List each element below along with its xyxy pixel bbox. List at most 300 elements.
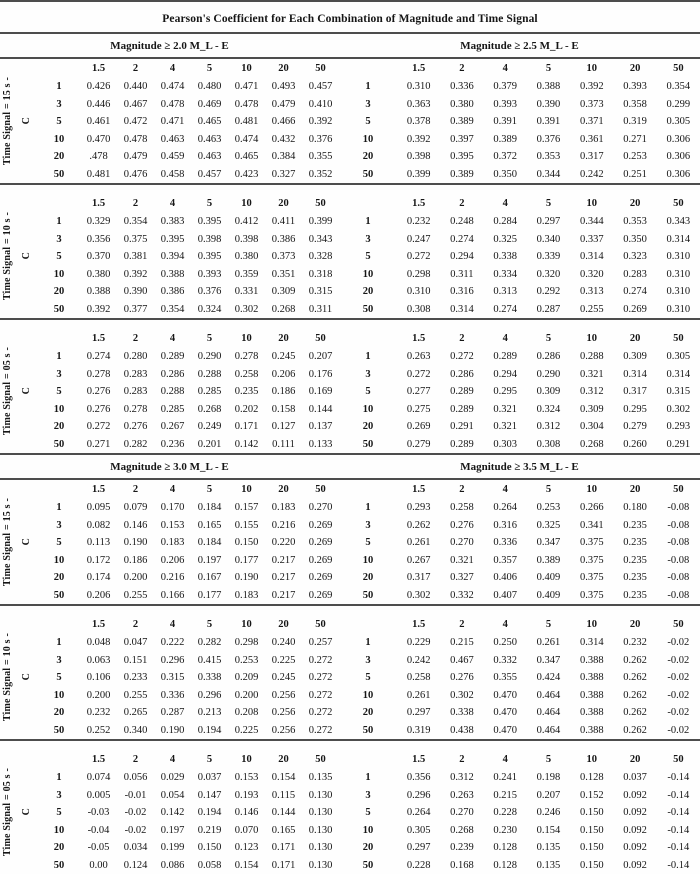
column-header: 2 xyxy=(132,333,139,344)
value-cell: 0.135 xyxy=(536,859,561,871)
value-cell: 0.171 xyxy=(271,842,296,853)
row-number: 10 xyxy=(362,824,374,836)
value-cell: -0.14 xyxy=(667,859,690,871)
row-number: 10 xyxy=(53,824,65,836)
value-cell: 0.130 xyxy=(308,842,333,853)
value-cell: 0.286 xyxy=(536,351,561,362)
row-number: 10 xyxy=(53,689,65,701)
value-cell: 0.282 xyxy=(123,438,148,450)
value-cell: 0.086 xyxy=(160,859,185,871)
row-number: 5 xyxy=(365,807,371,818)
value-cell: -0.02 xyxy=(124,807,147,818)
value-cell: 0.194 xyxy=(197,724,222,736)
value-cell: 0.474 xyxy=(160,81,185,92)
value-cell: 0.113 xyxy=(86,537,111,548)
value-cell: 0.334 xyxy=(493,268,518,280)
value-cell: 0.285 xyxy=(160,403,185,415)
value-cell: 0.262 xyxy=(623,724,647,736)
value-cell: -0.03 xyxy=(87,807,110,818)
row-number: 5 xyxy=(56,807,62,818)
time-signal-sublabel-text: C xyxy=(20,673,32,681)
row-number: 20 xyxy=(53,421,65,432)
value-cell: 0.380 xyxy=(234,251,259,262)
value-cell: 0.272 xyxy=(86,421,111,432)
value-cell: 0.291 xyxy=(666,438,691,450)
value-cell: 0.082 xyxy=(86,519,111,531)
value-cell: 0.471 xyxy=(160,116,185,127)
row-number: 20 xyxy=(362,286,374,297)
value-cell: 0.276 xyxy=(86,386,111,397)
column-header: 4 xyxy=(169,754,176,765)
value-cell: 0.392 xyxy=(579,81,604,92)
row-number: 5 xyxy=(365,251,371,262)
value-cell: 0.215 xyxy=(450,637,474,648)
value-cell: 0.388 xyxy=(536,81,561,92)
column-header: 50 xyxy=(315,754,326,765)
value-cell: 0.411 xyxy=(271,216,296,227)
time-signal-sublabel xyxy=(14,194,38,318)
value-cell: 0.277 xyxy=(406,386,431,397)
value-cell: 0.217 xyxy=(271,572,296,583)
column-header: 1.5 xyxy=(412,198,426,209)
value-cell: 0.202 xyxy=(234,403,259,415)
column-header: 2 xyxy=(132,484,139,495)
value-cell: -0.08 xyxy=(667,537,690,548)
value-cell: 0.305 xyxy=(666,351,691,362)
value-cell: 0.174 xyxy=(86,572,111,583)
value-cell: 0.336 xyxy=(160,689,185,701)
value-cell: 0.296 xyxy=(160,654,185,666)
time-signal-sublabel xyxy=(14,59,38,183)
value-cell: 0.461 xyxy=(86,116,111,127)
value-cell: 0.190 xyxy=(160,724,185,736)
value-cell: 0.165 xyxy=(271,824,296,836)
value-cell: 0.260 xyxy=(623,438,647,450)
value-cell: 0.249 xyxy=(197,421,222,432)
value-cell: 0.423 xyxy=(234,168,259,180)
value-cell: 0.388 xyxy=(579,707,604,718)
row-number: 50 xyxy=(53,438,65,450)
column-header: 50 xyxy=(673,484,684,495)
value-cell: 0.048 xyxy=(86,637,111,648)
value-cell: 0.150 xyxy=(234,537,259,548)
value-cell: 0.471 xyxy=(234,81,259,92)
time-signal-sublabel xyxy=(14,329,38,453)
value-cell: 0.278 xyxy=(86,368,111,380)
value-cell: 0.034 xyxy=(123,842,148,853)
value-cell: 0.272 xyxy=(450,351,474,362)
value-cell: 0.063 xyxy=(86,654,111,666)
value-cell: 0.092 xyxy=(623,842,647,853)
value-cell: 0.183 xyxy=(234,589,259,601)
value-cell: 0.070 xyxy=(234,824,259,836)
value-cell: 0.247 xyxy=(406,233,431,245)
value-cell: 0.426 xyxy=(86,81,111,92)
value-cell: 0.130 xyxy=(308,789,333,801)
value-cell: 0.315 xyxy=(160,672,185,683)
value-cell: -0.02 xyxy=(124,824,147,836)
time-signal-label-text: Time Signal = 10 s - xyxy=(1,632,13,722)
value-cell: 0.274 xyxy=(623,286,647,297)
value-cell: 0.183 xyxy=(160,537,185,548)
value-cell: 0.239 xyxy=(450,842,474,853)
value-cell: 0.255 xyxy=(123,689,148,701)
column-header: 5 xyxy=(206,198,213,209)
value-cell: 0.268 xyxy=(450,824,474,836)
value-cell: 0.386 xyxy=(271,233,296,245)
value-cell: 0.310 xyxy=(406,286,431,297)
value-cell: 0.392 xyxy=(123,268,148,280)
column-header: 50 xyxy=(673,333,684,344)
value-cell: 0.321 xyxy=(493,403,518,415)
value-cell: 0.353 xyxy=(623,216,647,227)
table-body xyxy=(0,34,700,874)
value-cell: 0.272 xyxy=(308,672,333,683)
value-cell: 0.398 xyxy=(234,233,259,245)
value-cell: 0.356 xyxy=(86,233,111,245)
value-cell: 0.383 xyxy=(160,216,185,227)
value-cell: 0.286 xyxy=(450,368,474,380)
value-cell: 0.232 xyxy=(406,216,431,227)
value-cell: 0.308 xyxy=(536,438,561,450)
value-cell: 0.261 xyxy=(406,537,431,548)
value-cell: 0.340 xyxy=(123,724,148,736)
value-cell: 0.272 xyxy=(406,368,431,380)
row-number: 20 xyxy=(362,842,374,853)
value-cell: 0.268 xyxy=(271,303,296,315)
row-number: 20 xyxy=(362,572,374,583)
magnitude-header-row xyxy=(0,455,700,480)
value-cell: 0.393 xyxy=(493,98,518,110)
value-cell: 0.466 xyxy=(271,116,296,127)
value-cell: 0.321 xyxy=(579,368,604,380)
row-number: 1 xyxy=(365,502,371,513)
value-cell: 0.314 xyxy=(579,637,604,648)
row-number: 20 xyxy=(53,572,65,583)
row-number: 1 xyxy=(365,351,371,362)
value-cell: 0.469 xyxy=(197,98,222,110)
column-header: 20 xyxy=(629,619,641,630)
value-cell: 0.465 xyxy=(197,116,222,127)
value-cell: 0.176 xyxy=(308,368,333,380)
value-cell: 0.037 xyxy=(197,772,222,783)
column-header: 1.5 xyxy=(91,484,106,495)
time-signal-label xyxy=(0,194,14,318)
value-cell: 0.271 xyxy=(623,133,647,145)
value-cell: 0.245 xyxy=(271,351,296,362)
value-cell: -0.14 xyxy=(667,842,690,853)
value-cell: 0.376 xyxy=(197,286,222,297)
value-cell: 0.146 xyxy=(234,807,259,818)
row-number: 20 xyxy=(362,151,374,162)
value-cell: 0.296 xyxy=(406,789,431,801)
row-number: 1 xyxy=(365,81,371,92)
value-cell: 0.267 xyxy=(406,554,431,566)
value-cell: 0.302 xyxy=(666,403,691,415)
value-cell: 0.123 xyxy=(234,842,259,853)
value-cell: 0.397 xyxy=(450,133,474,145)
value-cell: 0.207 xyxy=(308,351,333,362)
value-cell: 0.380 xyxy=(86,268,111,280)
column-header: 20 xyxy=(629,63,641,74)
value-cell: 0.158 xyxy=(271,403,296,415)
column-header: 5 xyxy=(206,63,213,74)
value-cell: 0.253 xyxy=(536,502,561,513)
magnitude-header-left: Magnitude ≥ 2.0 M_L - E xyxy=(110,39,229,52)
value-cell: 0.379 xyxy=(493,81,518,92)
value-cell: 0.306 xyxy=(666,168,691,180)
value-cell: 0.262 xyxy=(623,672,647,683)
value-cell: 0.284 xyxy=(493,216,518,227)
value-cell: 0.228 xyxy=(406,859,431,871)
value-cell: 0.314 xyxy=(450,303,474,315)
value-cell: 0.198 xyxy=(536,772,561,783)
value-cell: 0.391 xyxy=(536,116,561,127)
value-cell: 0.269 xyxy=(406,421,431,432)
value-cell: 0.376 xyxy=(308,133,333,145)
value-cell: 0.311 xyxy=(308,303,333,315)
column-header: 5 xyxy=(545,63,552,74)
value-cell: 0.278 xyxy=(234,351,259,362)
column-header: 5 xyxy=(206,333,213,344)
value-cell: 0.389 xyxy=(450,116,474,127)
row-number: 1 xyxy=(365,637,371,648)
column-header: 50 xyxy=(315,333,326,344)
value-cell: 0.135 xyxy=(308,772,333,783)
time-signal-sublabel xyxy=(14,615,38,739)
column-header: 1.5 xyxy=(91,754,106,765)
value-cell: -0.08 xyxy=(667,519,690,531)
row-number: 10 xyxy=(53,403,65,415)
value-cell: 0.137 xyxy=(308,421,333,432)
value-cell: 0.464 xyxy=(536,689,561,701)
row-number: 10 xyxy=(53,554,65,566)
value-cell: 0.388 xyxy=(86,286,111,297)
value-cell: 0.154 xyxy=(271,772,296,783)
row-number: 5 xyxy=(56,116,62,127)
column-header: 1.5 xyxy=(91,333,106,344)
value-cell: -0.02 xyxy=(667,724,690,736)
row-number: 3 xyxy=(56,789,62,801)
time-signal-sublabel-text: C xyxy=(20,387,32,395)
value-cell: 0.225 xyxy=(271,654,296,666)
row-number: 50 xyxy=(53,859,65,871)
value-cell: -0.14 xyxy=(667,789,690,801)
value-cell: 0.283 xyxy=(123,386,148,397)
value-cell: 0.336 xyxy=(450,81,474,92)
value-cell: 0.171 xyxy=(271,859,296,871)
value-cell: 0.457 xyxy=(308,81,333,92)
value-cell: 0.268 xyxy=(579,438,604,450)
row-number: 5 xyxy=(56,251,62,262)
value-cell: 0.278 xyxy=(123,403,148,415)
value-cell: 0.463 xyxy=(197,151,222,162)
value-cell: 0.184 xyxy=(197,537,222,548)
row-number: 20 xyxy=(53,842,65,853)
value-cell: 0.288 xyxy=(579,351,604,362)
value-cell: 0.287 xyxy=(536,303,561,315)
value-cell: -0.02 xyxy=(667,689,690,701)
value-cell: 0.216 xyxy=(271,519,296,531)
value-cell: 0.177 xyxy=(234,554,259,566)
value-cell: 0.266 xyxy=(579,502,604,513)
value-cell: 0.317 xyxy=(579,151,604,162)
value-cell: 0.363 xyxy=(406,98,431,110)
value-cell: 0.248 xyxy=(450,216,474,227)
value-cell: 0.398 xyxy=(406,151,431,162)
column-header: 4 xyxy=(502,754,508,765)
column-header: 4 xyxy=(502,63,508,74)
value-cell: 0.309 xyxy=(271,286,296,297)
table-title: Pearson's Coefficient for Each Combination of Magnitude and Time Signal xyxy=(0,5,700,34)
value-cell: 0.306 xyxy=(666,133,691,145)
column-header: 1.5 xyxy=(412,484,426,495)
value-cell: 0.144 xyxy=(308,403,333,415)
value-cell: 0.476 xyxy=(123,168,148,180)
column-header: 5 xyxy=(206,484,213,495)
value-cell: 0.255 xyxy=(123,589,148,601)
value-cell: 0.271 xyxy=(86,438,111,450)
value-cell: 0.253 xyxy=(234,654,259,666)
value-cell: 0.092 xyxy=(623,789,647,801)
column-header: 10 xyxy=(241,484,252,495)
value-cell: 0.263 xyxy=(406,351,431,362)
row-number: 3 xyxy=(56,654,62,666)
column-header: 5 xyxy=(206,754,213,765)
value-cell: 0.169 xyxy=(308,386,333,397)
value-cell: 0.305 xyxy=(666,116,691,127)
value-cell: 0.323 xyxy=(623,251,647,262)
column-header: 2 xyxy=(459,198,465,209)
value-cell: 0.355 xyxy=(493,672,518,683)
value-cell: 0.279 xyxy=(406,438,431,450)
value-cell: 0.269 xyxy=(308,554,333,566)
time-signal-label-text: Time Signal = 05 s - xyxy=(1,767,13,857)
row-number: 3 xyxy=(365,789,371,801)
time-signal-label xyxy=(0,480,14,604)
column-header: 4 xyxy=(502,198,508,209)
column-header: 50 xyxy=(315,198,326,209)
value-cell: 0.264 xyxy=(493,502,518,513)
value-cell: 0.359 xyxy=(234,268,259,280)
value-cell: 0.311 xyxy=(450,268,474,280)
value-cell: 0.261 xyxy=(536,637,561,648)
value-cell: 0.267 xyxy=(160,421,185,432)
value-cell: 0.217 xyxy=(271,589,296,601)
value-cell: 0.389 xyxy=(493,133,518,145)
value-cell: 0.287 xyxy=(160,707,185,718)
row-number: 1 xyxy=(56,216,62,227)
row-number: 3 xyxy=(365,233,371,245)
value-cell: 0.275 xyxy=(406,403,431,415)
value-cell: 0.314 xyxy=(666,233,691,245)
value-cell: 0.235 xyxy=(623,589,647,601)
value-cell: 0.235 xyxy=(623,572,647,583)
value-cell: 0.354 xyxy=(123,216,148,227)
value-cell: 0.376 xyxy=(536,133,561,145)
value-cell: 0.356 xyxy=(406,772,431,783)
time-signal-section xyxy=(0,194,700,320)
row-number: 10 xyxy=(362,268,374,280)
value-cell: 0.256 xyxy=(271,689,296,701)
row-number: 10 xyxy=(362,689,374,701)
value-cell: 0.111 xyxy=(272,438,295,450)
value-cell: 0.324 xyxy=(536,403,561,415)
value-cell: 0.272 xyxy=(406,251,431,262)
value-cell: 0.130 xyxy=(308,807,333,818)
value-cell: 0.321 xyxy=(450,554,474,566)
value-cell: 0.216 xyxy=(160,572,185,583)
column-header: 4 xyxy=(502,619,508,630)
value-cell: 0.199 xyxy=(160,842,185,853)
column-header: 2 xyxy=(132,754,139,765)
value-cell: 0.399 xyxy=(406,168,431,180)
value-cell: 0.328 xyxy=(308,251,333,262)
value-cell: 0.184 xyxy=(197,502,222,513)
value-cell: 0.310 xyxy=(666,303,691,315)
value-cell: 0.388 xyxy=(160,268,185,280)
value-cell: 0.318 xyxy=(308,268,333,280)
value-cell: 0.200 xyxy=(86,689,111,701)
magnitude-header-right: Magnitude ≥ 2.5 M_L - E xyxy=(460,39,579,52)
value-cell: 0.297 xyxy=(536,216,561,227)
value-cell: 0.320 xyxy=(536,268,561,280)
column-header: 10 xyxy=(241,63,252,74)
value-cell: 0.467 xyxy=(450,654,474,666)
value-cell: 0.115 xyxy=(271,789,296,801)
value-cell: 0.470 xyxy=(493,707,518,718)
value-cell: 0.206 xyxy=(160,554,185,566)
value-cell: 0.269 xyxy=(308,589,333,601)
value-cell: 0.375 xyxy=(579,554,604,566)
value-cell: 0.294 xyxy=(450,251,474,262)
value-cell: 0.314 xyxy=(666,368,691,380)
column-header: 1.5 xyxy=(412,333,426,344)
value-cell: 0.459 xyxy=(160,151,185,162)
row-number: 20 xyxy=(362,707,374,718)
row-number: 10 xyxy=(53,133,65,145)
row-number: 5 xyxy=(56,386,62,397)
column-header: 10 xyxy=(241,619,252,630)
value-cell: 0.458 xyxy=(160,168,185,180)
value-cell: 0.272 xyxy=(308,654,333,666)
value-cell: 0.261 xyxy=(406,689,431,701)
value-cell: 0.288 xyxy=(197,368,222,380)
row-number: 1 xyxy=(56,81,62,92)
value-cell: 0.297 xyxy=(406,842,431,853)
column-header: 2 xyxy=(132,63,139,74)
value-cell: -0.02 xyxy=(667,637,690,648)
value-cell: 0.350 xyxy=(623,233,647,245)
value-cell: 0.288 xyxy=(160,386,185,397)
value-cell: 0.394 xyxy=(160,251,185,262)
column-header: 1.5 xyxy=(91,63,106,74)
value-cell: 0.272 xyxy=(308,689,333,701)
value-cell: 0.358 xyxy=(623,98,647,110)
row-number: 1 xyxy=(56,637,62,648)
row-number: 5 xyxy=(56,672,62,683)
row-number: 3 xyxy=(56,233,62,245)
value-cell: 0.177 xyxy=(197,589,222,601)
value-cell: 0.409 xyxy=(536,589,561,601)
value-cell: 0.317 xyxy=(406,572,431,583)
value-cell: 0.384 xyxy=(271,151,296,162)
value-cell: 0.276 xyxy=(123,421,148,432)
value-cell: 0.272 xyxy=(308,707,333,718)
value-cell: 0.317 xyxy=(623,386,647,397)
value-cell: 0.263 xyxy=(450,789,474,801)
value-cell: 0.206 xyxy=(86,589,111,601)
